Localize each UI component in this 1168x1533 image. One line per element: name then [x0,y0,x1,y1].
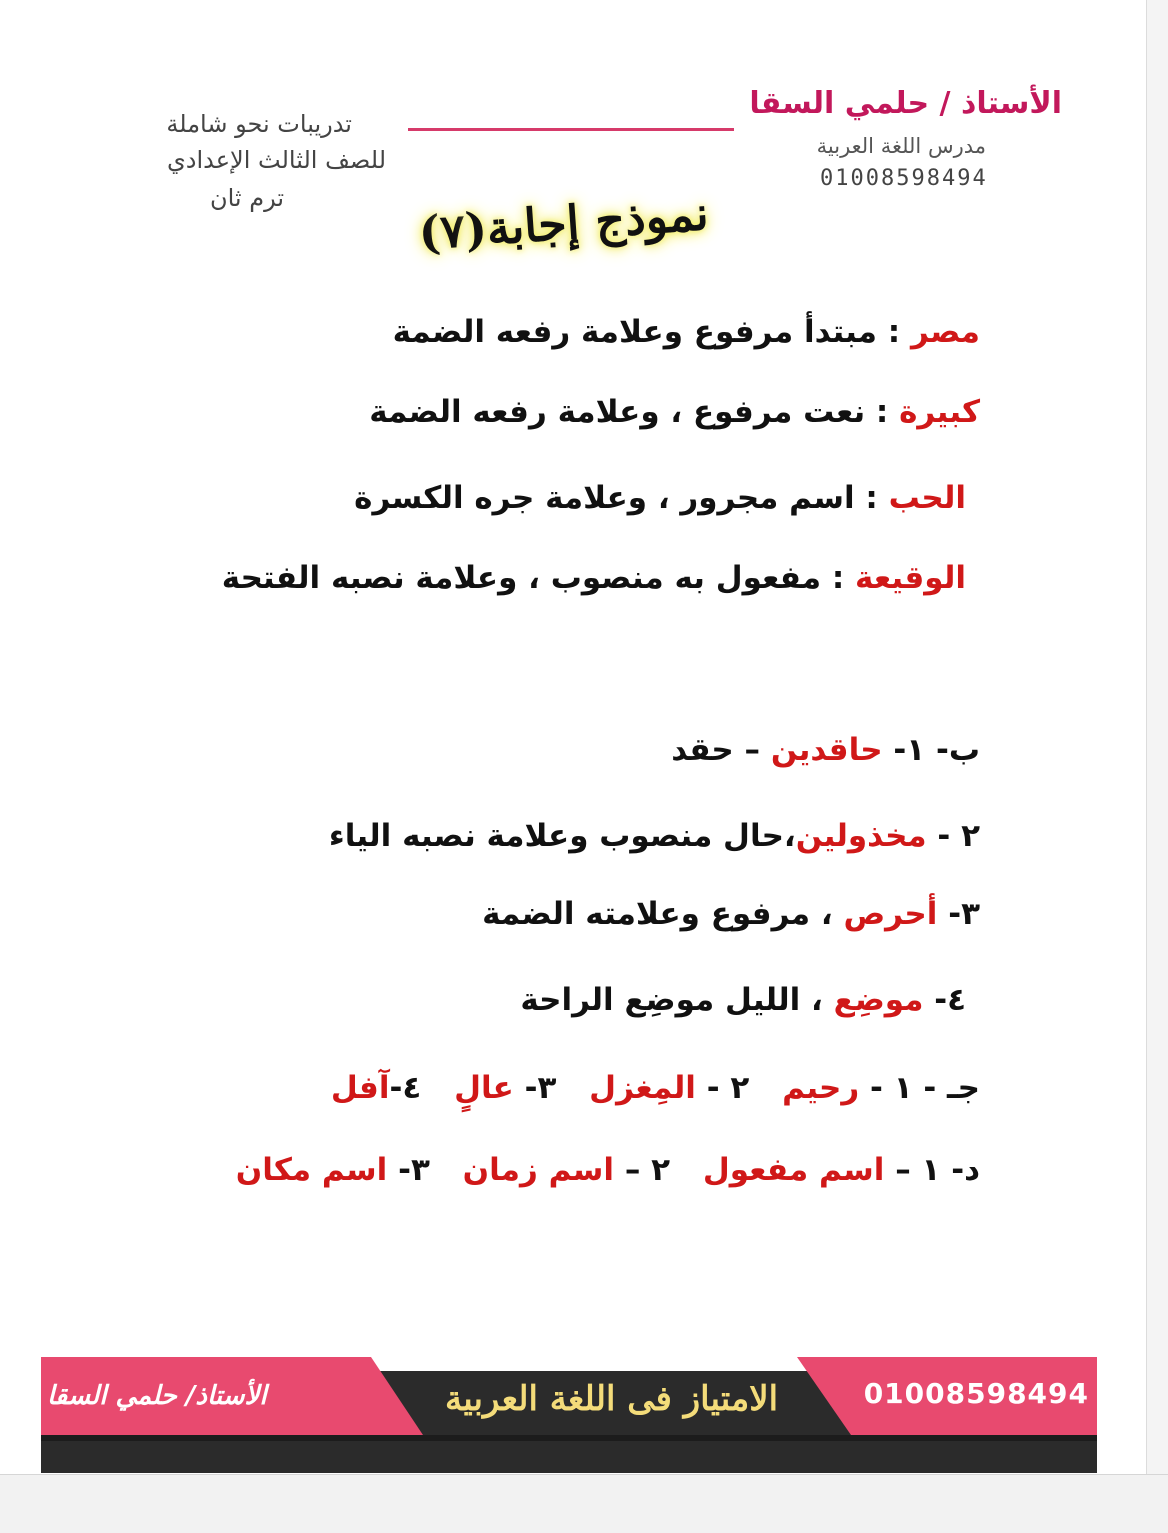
footer-phone: 01008598494 [863,1377,1089,1410]
answer-text: : اسم مجرور ، وعلامة جره الكسرة [354,480,889,516]
answer-line [236,1152,980,1188]
answer-word: مخذولين [795,818,927,854]
teacher-role: مدرس اللغة العربية [816,134,986,158]
course-grade: للصف الثالث الإعدادي [167,146,386,174]
answer-number: د- ١ – [884,1152,980,1188]
answer-number: جـ - ١ - [859,1070,980,1106]
answer-word: اسم مكان [235,1152,388,1188]
answer-number: ٢ - [695,1070,761,1106]
course-term: ترم ثان [209,184,284,212]
answer-word: المِغزل [589,1070,696,1106]
answer-text: : نعت مرفوع ، وعلامة رفعه الضمة [369,394,900,430]
answer-word: رحيم [782,1070,860,1106]
answer-word: مصر [910,314,980,350]
answer-word: كبيرة [899,394,980,430]
answer-line [354,480,966,516]
answer-text: – حقد [671,732,771,768]
answer-line [520,982,966,1018]
answer-number: ٤- [389,1070,433,1106]
answer-line [331,1070,980,1106]
answer-word: أحرص [843,896,938,932]
answer-number: ٤- [923,982,966,1018]
page-title: نموذج إجابة(٧) [416,186,711,261]
answer-number: ٢ - [926,818,980,854]
answer-line [482,896,980,932]
course-title: تدريبات نحو شاملة [166,110,352,138]
answer-number: ٢ – [614,1152,681,1188]
answer-text: ،حال منصوب وعلامة نصبه الياء [328,818,796,854]
answer-line [369,394,980,430]
answer-word: عالٍ [454,1070,514,1106]
answer-line [329,818,980,854]
answer-word: موضِع [833,982,924,1018]
answer-line [671,732,980,768]
answer-word: الوقيعة [855,560,966,596]
viewer-bottom-bar [0,1474,1168,1533]
answer-word: اسم مفعول [702,1152,885,1188]
answer-number: ٣- [937,896,980,932]
answer-word: آفل [330,1070,390,1106]
teacher-name: الأستاذ / حلمي السقا [749,86,1062,121]
answer-text: : مبتدأ مرفوع وعلامة رفعه الضمة [392,314,911,350]
answer-number: ٣- [513,1070,568,1106]
header-divider [408,128,734,131]
answer-text: ، الليل موضِع الراحة [520,982,834,1018]
answer-number: ٣- [387,1152,441,1188]
answer-word: حاقدين [770,732,883,768]
answer-line [222,560,966,596]
answer-text: ، مرفوع وعلامته الضمة [482,896,844,932]
footer-banner [41,1357,1097,1473]
answer-number: ب- ١- [882,732,980,768]
answer-text: : مفعول به منصوب ، وعلامة نصبه الفتحة [221,560,856,596]
footer-slogan: الامتياز فى اللغة العربية [445,1379,779,1419]
answer-word: اسم زمان [462,1152,615,1188]
teacher-phone: 01008598494 [820,166,988,191]
answer-line [393,314,980,350]
answer-word: الحب [888,480,966,516]
viewer-scroll-edge [1146,0,1168,1474]
footer-teacher: الأستاذ/ حلمي السقا [47,1381,267,1411]
